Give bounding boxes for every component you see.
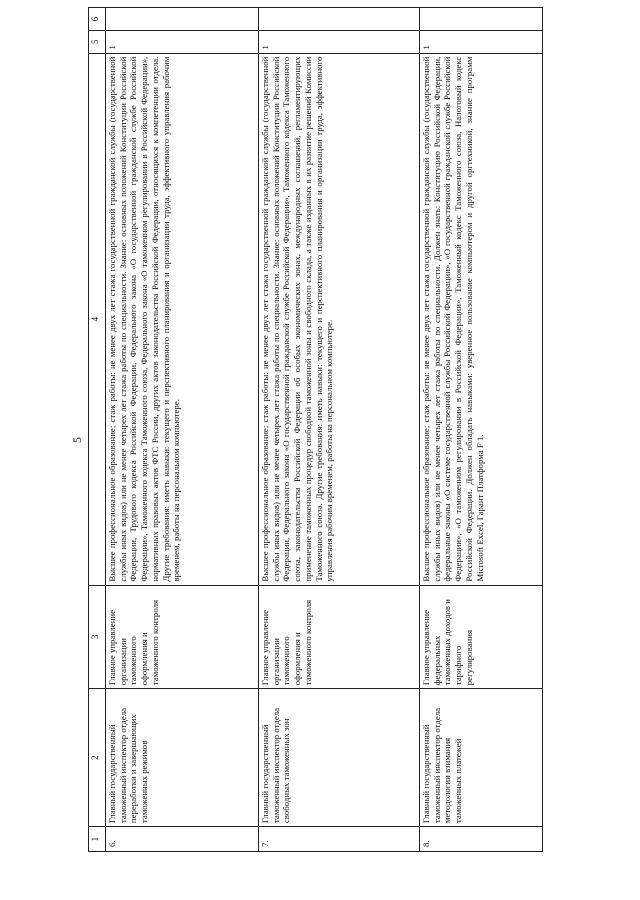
position-cell: Главный государственный таможенный инспектор отдела переработки и завершающих таможенных режимов	[106, 689, 259, 827]
column-header: 3	[89, 585, 106, 689]
table-row	[106, 8, 259, 852]
department-cell: Главное управление организации таможенного оформления и таможенного контроля	[259, 585, 420, 689]
row-number: 6.	[106, 827, 259, 852]
column-header: 1	[89, 827, 106, 852]
row-number: 7.	[259, 827, 420, 852]
table-row	[259, 8, 420, 852]
position-cell: Главный государственный таможенный инспектор отдела свободных таможенных зон	[259, 689, 420, 827]
header-row	[89, 8, 106, 852]
department-cell: Главное управление организации таможенного оформления и таможенного контроля	[106, 585, 259, 689]
table-row	[420, 8, 543, 852]
requirements-cell: Высшее профессиональное образование; стаж работы: не менее двух лет стажа государственной гражданской службы (государственной службы иных видов) или не менее четырех лет стажа работы по специальности. Должен знать: Конституцию Российской Федерации, федеральные законы «О системе государственной службы Российской Федерации», «О государственной гражданской службе Российской Федерации», «О таможенном регулировании в Российской Федерации», Таможенный кодекс Таможенного союза, Налоговый кодекс Российской Федерации. Должен обладать навыками: уверенное пользование компьютером и другой оргтехникой, знание программ Microsoft Excel, Гарант Платформа F 1.	[420, 53, 543, 585]
count-cell: 1	[420, 30, 543, 53]
department-cell: Главное управление федеральных таможенных доходов и тарифного регулирования	[420, 585, 543, 689]
column-header: 4	[89, 53, 106, 585]
column-header: 5	[89, 30, 106, 53]
column-header: 2	[89, 689, 106, 827]
extra-cell	[420, 8, 543, 31]
column-header: 6	[89, 8, 106, 31]
extra-cell	[106, 8, 259, 31]
requirements-cell: Высшее профессиональное образование; стаж работы: не менее двух лет стажа государственной гражданской службы (государственной службы иных видов) или не менее четырех лет стажа работы по специальности. Знание: основных положений Конституции Российской Федерации, Трудового кодекса Российской Федерации, Федерального закона «О государственной гражданской службе Российской Федерации», Таможенного кодекса Таможенного союза, Федерального закона «О таможенном регулировании в Российской Федерации», нормативных правовых актов ФТС России, других актов законодательства Российской Федерации, относящихся к компетенции отдела. Другие требования: иметь навыки: текущего и перспективного планирования и организации труда, эффективного управления рабочим временем, работы на персональном компьютере.	[106, 53, 259, 585]
count-cell: 1	[106, 30, 259, 53]
document-page	[52, 0, 612, 880]
page-number: 5	[70, 437, 84, 443]
position-cell: Главный государственный таможенный инспектор отдела методологии взимания таможенных платежей	[420, 689, 543, 827]
count-cell: 1	[259, 30, 420, 53]
vacancy-table	[88, 7, 543, 852]
row-number: 8.	[420, 827, 543, 852]
requirements-cell: Высшее профессиональное образование; стаж работы: не менее двух лет стажа государственной гражданской службы (государственной службы иных видов) или не менее четырех лет стажа работы по специальности. Знание: основных положений Конституции Российской Федерации, Федерального закона «О государственной гражданской службе Российской Федерации», Таможенного кодекса Таможенного союза, законодательства Российской Федерации об особых экономических зонах, международных соглашений, регламентирующих применение таможенных процедур свободной таможенной зоны и свободного склада, а также изданных в их развитие решений Комиссии Таможенного союза. Другие требования: иметь навыки: текущего и перспективного планирования и организации труда, эффективного управления рабочим временем, работы на персональном компьютере.	[259, 53, 420, 585]
extra-cell	[259, 8, 420, 31]
